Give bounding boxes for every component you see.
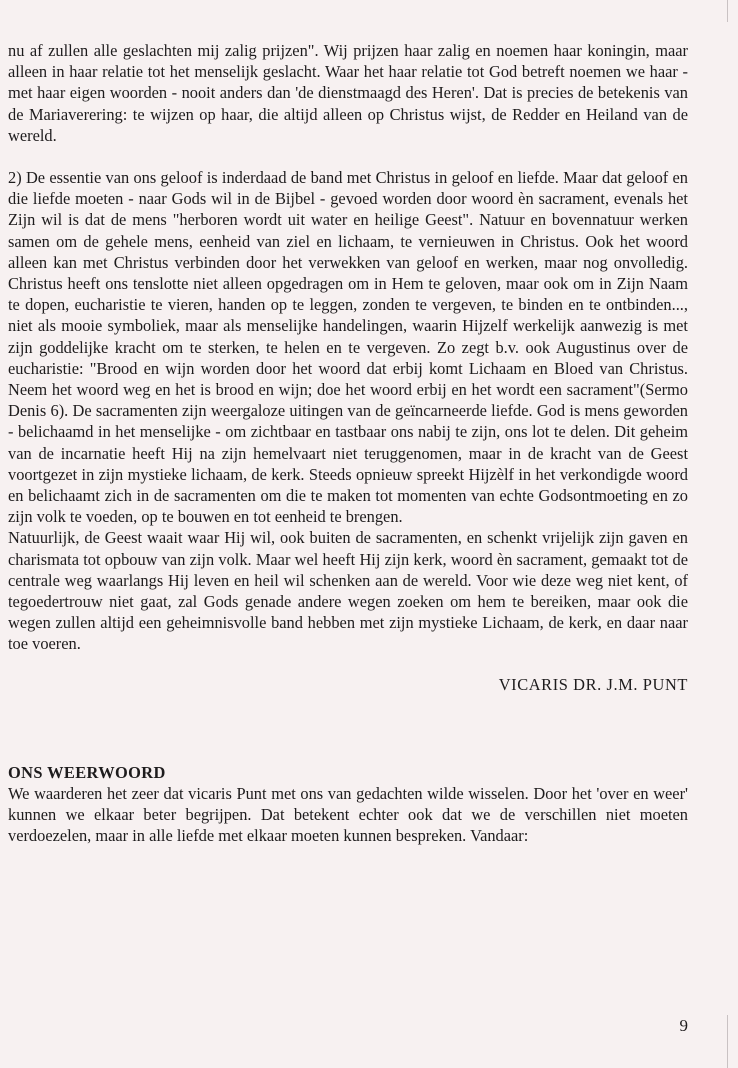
author-signature: VICARIS DR. J.M. PUNT xyxy=(498,674,688,694)
section-paragraph: We waarderen het zeer dat vicaris Punt met ons van gedachten wilde wisselen. Door het 'over en weer' kunnen we elkaar beter begrijpen. Dat betekent echter ook dat we de verschillen niet moeten verdoezelen, maar in alle liefde met elkaar moeten kunnen bespreken. Vandaar: xyxy=(8,783,688,846)
article-body xyxy=(8,40,688,847)
paragraph-mariaverering: nu af zullen alle geslachten mij zalig prijzen". Wij prijzen haar zalig en noemen haar koningin, maar alleen in haar relatie tot het menselijk geslacht. Waar het haar relatie tot God betreft noemen we haar - met haar eigen woorden - nooit anders dan 'de dienstmaagd des Heren'. Dat is precies de betekenis van de Mariaverering: te wijzen op haar, die altijd alleen op Christus wijst, de Redder en Heiland van de wereld. xyxy=(8,41,688,145)
paragraph-essentie-geloof: 2) De essentie van ons geloof is inderdaad de band met Christus in geloof en liefde. Maar dat geloof en die liefde moeten - naar Gods wil in de Bijbel - gevoed worden door woord èn sacrament, evenals het Zijn wil is dat de mens "herboren wordt uit water en heilige Geest". Natuur en bovennatuur werken samen om de gehele mens, eenheid van ziel en lichaam, te vernieuwen in Christus. Ook het woord alleen kan met Christus verbinden door het verwekken van geloof en werken, maar nog onvolledig. Christus heeft ons tenslotte niet alleen opgedragen om in Hem te geloven, maar ook om in Zijn Naam te dopen, eucharistie te vieren, handen op te leggen, zonden te vergeven, te binden en te ontbinden..., niet als mooie symboliek, maar als menselijke handelingen, waarin Hijzelf werkelijk aanwezig is met zijn goddelijke kracht om te sterken, te helen en te vergeven. Zo zegt b.v. ook Augustinus over de eucharistie: "Brood en wijn worden door het woord dat erbij komt Lichaam en Bloed van Christus. Neem het woord weg en het is brood en wijn; doe het woord erbij en het wordt een sacrament"(Sermo Denis 6). De sacramenten zijn weergaloze uitingen van de geïncarneerde liefde. God is mens geworden - belichaamd in het menselijke - om zichtbaar en tastbaar ons nabij te zijn, ons lot te delen. Dit geheim van de incarnatie heeft Hij na zijn hemelvaart niet teruggenomen, maar in de kracht van de Geest voortgezet in zijn mystieke lichaam, de kerk. Steeds opnieuw spreekt Hijzèlf in het verkondigde woord en belichaamt zich in de sacramenten om die te maken tot momenten van echte Godsontmoeting en zo zijn volk te voeden, op te bouwen en tot eenheid te brengen. xyxy=(8,168,688,527)
paragraph-gap xyxy=(8,146,688,167)
page-edge-line-top xyxy=(727,0,728,22)
paragraph-geest-waait: Natuurlijk, de Geest waait waar Hij wil, ook buiten de sacramenten, en schenkt vrijelijk zijn gaven en charismata tot opbouw van zijn volk. Maar wel heeft Hij zijn kerk, woord èn sacrament, gemaakt tot de centrale weg waarlangs Hij leven en heil wil schenken aan de wereld. Voor wie deze weg niet kent, of tegoedertrouw niet gaat, zal Gods genade andere wegen zoeken om hem te bereiken, maar ook die wegen zullen altijd een geheimnisvolle band hebben met zijn mystieke Lichaam, de kerk, en daar naar toe voeren. xyxy=(8,528,688,654)
page-edge-line-bottom xyxy=(727,1015,728,1068)
page-number: 9 xyxy=(679,1016,688,1035)
section-heading: ONS WEERWOORD xyxy=(8,762,166,782)
